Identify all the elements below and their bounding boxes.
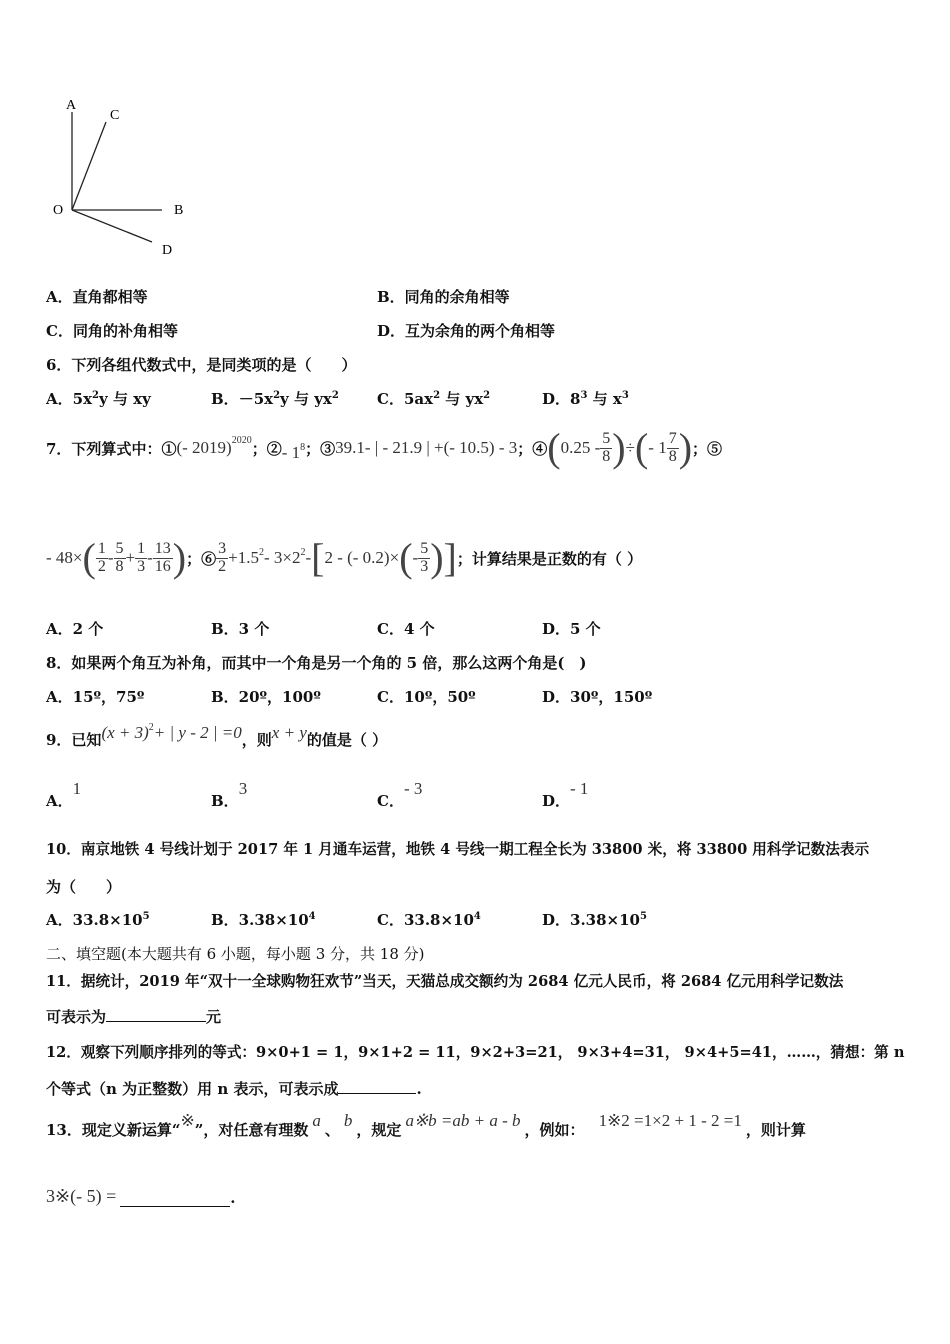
- denominator: 8: [602, 447, 611, 465]
- op: +: [125, 548, 136, 567]
- q6-stem: 6．下列各组代数式中，是同类项的是（ ）: [46, 356, 357, 374]
- q13-calc: [46, 1186, 235, 1207]
- q7-expr4b: - 1: [648, 438, 667, 457]
- fraction: [96, 541, 108, 576]
- q5-option-a[interactable]: A．直角都相等: [46, 288, 148, 306]
- exp: 2: [148, 721, 154, 733]
- q13-text: ，例如：: [524, 1120, 585, 1139]
- opt-label: D．: [542, 792, 571, 810]
- paren-icon: ): [172, 535, 187, 580]
- denominator: 2: [218, 557, 227, 575]
- label-o: O: [53, 203, 64, 218]
- exp: 2: [273, 390, 281, 401]
- q13-text: .: [230, 1189, 236, 1207]
- opt-label: B．: [211, 792, 239, 810]
- q7-expr5: - 48×: [46, 548, 83, 567]
- q7-option-a[interactable]: A．2 个: [46, 620, 104, 638]
- q5-option-b[interactable]: B．同角的余角相等: [377, 288, 510, 306]
- exp: 2: [258, 546, 264, 558]
- angle-figure: [40, 90, 210, 265]
- opt-label: D．: [542, 390, 571, 408]
- numerator: 5: [115, 539, 124, 557]
- term: 与 yx: [440, 390, 484, 408]
- term: －5x: [238, 390, 274, 408]
- paren-icon: ): [612, 425, 626, 470]
- q13-var: a: [312, 1111, 321, 1130]
- q12-text: .: [416, 1080, 422, 1098]
- opt-value: - 3: [403, 779, 423, 798]
- op: -: [147, 548, 153, 567]
- paren-icon: (: [82, 535, 96, 580]
- denominator: 2: [97, 557, 106, 575]
- label-b: B: [174, 203, 184, 218]
- opt-label: C．: [377, 390, 404, 408]
- opt-label: B．: [211, 390, 239, 408]
- exp: 3: [621, 390, 629, 401]
- q7-expr6: 2 - (- 0.2)×: [324, 548, 400, 567]
- q9-option-c[interactable]: [377, 778, 423, 810]
- q12-stem-line1: 12．观察下列顺序排列的等式：9×0+1 = 1，9×1+2 = 11，9×2+3=21， 9×3+4=31， 9×4+5=41，……，猜想：第 n: [46, 1044, 905, 1061]
- q7-expr1: (- 2019): [176, 438, 232, 457]
- fraction: [216, 541, 228, 576]
- q11-answer-blank[interactable]: [106, 1007, 206, 1022]
- op: -: [412, 548, 419, 567]
- q7-expr4: 0.25 -: [560, 438, 601, 457]
- denominator: 16: [154, 557, 171, 575]
- q11-text: 元: [206, 1008, 222, 1026]
- q9-option-b[interactable]: [211, 778, 248, 810]
- term: y 与 xy: [99, 390, 151, 408]
- numerator: 1: [137, 539, 146, 557]
- q7-expr2: - 1: [281, 443, 301, 462]
- q11-text: 可表示为: [46, 1008, 107, 1026]
- term: y 与 yx: [280, 390, 332, 408]
- q13-answer-blank[interactable]: [120, 1192, 230, 1207]
- q7-option-b[interactable]: B．3 个: [211, 620, 270, 638]
- q13-text: 、: [324, 1120, 340, 1139]
- bracket-icon: [: [311, 535, 325, 580]
- q8-option-d[interactable]: D．30º，150º: [542, 688, 653, 706]
- q9-stem: [46, 721, 388, 754]
- q6-option-d[interactable]: [542, 388, 629, 409]
- exp: 2: [92, 390, 99, 401]
- opt-label: A．: [46, 390, 73, 408]
- q9-option-d[interactable]: [542, 778, 589, 810]
- op: -: [107, 548, 114, 567]
- ray-oc: [72, 122, 106, 210]
- numerator: 13: [154, 539, 171, 557]
- q7-option-c[interactable]: C．4 个: [377, 620, 435, 638]
- opt-label: C．: [377, 792, 404, 810]
- opt-value: 3: [238, 779, 248, 798]
- numerator: 5: [420, 539, 429, 557]
- q9-expr: + | y - 2 | =0: [153, 723, 242, 742]
- numerator: 3: [218, 539, 227, 557]
- exp: 2: [331, 390, 339, 401]
- fraction: [667, 431, 679, 466]
- fraction: [135, 541, 147, 576]
- section-heading: 二、填空题(本大题共有 6 小题，每小题 3 分，共 18 分): [46, 945, 425, 963]
- q7-sep: ；⑤: [692, 439, 723, 458]
- opt-value: - 1: [570, 779, 589, 798]
- q13-var: b: [343, 1111, 353, 1130]
- q12-stem-line2: [46, 1078, 422, 1099]
- numerator: 7: [668, 429, 677, 447]
- q9-text: 的值是（ ）: [306, 730, 388, 749]
- q5-option-d[interactable]: D．互为余角的两个角相等: [377, 322, 556, 340]
- q6-option-c[interactable]: [377, 388, 490, 409]
- numerator: 1: [97, 539, 106, 557]
- label-a: A: [66, 98, 77, 113]
- label-c: C: [110, 108, 120, 123]
- q6-option-a[interactable]: [46, 388, 151, 409]
- paren-icon: ): [430, 535, 444, 580]
- q8-stem: 8．如果两个角互为补角，而其中一个角是另一个角的 5 倍，那么这两个角是( ): [46, 654, 587, 672]
- exp: 4: [308, 911, 316, 922]
- q12-answer-blank[interactable]: [338, 1079, 416, 1094]
- q7-expr2-exp: 8: [300, 441, 306, 453]
- q9-expr: x + y: [271, 723, 307, 742]
- q13-text: ，则计算: [745, 1120, 806, 1139]
- paren-icon: ): [678, 425, 693, 470]
- opt-text: A．33.8×10: [46, 911, 143, 929]
- q10-option-a[interactable]: [46, 909, 150, 930]
- q11-stem-line1: 11．据统计，2019 年“双十一全球购物狂欢节”当天，天猫总成交额约为 2684 亿元人民币，将 2684 亿元用科学记数法: [46, 973, 844, 990]
- q7-expr3: 39.1- | - 21.9 | +(- 10.5) - 3: [335, 438, 518, 457]
- exp: 3: [580, 390, 588, 401]
- q9-text: 9．已知: [46, 730, 102, 749]
- q7-line2: [46, 533, 642, 583]
- q10-option-c[interactable]: [377, 909, 481, 930]
- denominator: 8: [115, 557, 124, 575]
- q7-div: ÷: [625, 438, 635, 457]
- q7-line1: [46, 424, 722, 472]
- bracket-icon: ]: [443, 535, 457, 580]
- exp: 2: [433, 390, 441, 401]
- numerator: 5: [602, 429, 611, 447]
- q7-expr6: +1.5: [228, 548, 259, 567]
- ray-od: [72, 210, 152, 242]
- q7-option-d[interactable]: D．5 个: [542, 620, 601, 638]
- q10-stem-line1: 10．南京地铁 4 号线计划于 2017 年 1 月通车运营，地铁 4 号线一期工程全长为 33800 米，将 33800 用科学记数法表示: [46, 841, 870, 858]
- q8-option-c[interactable]: C．10º，50º: [377, 688, 476, 706]
- q10-option-b[interactable]: [211, 909, 316, 930]
- q7-tail: ；计算结果是正数的有（ ）: [456, 549, 643, 568]
- q7-sep: ；④: [517, 439, 548, 458]
- q8-option-b[interactable]: B．20º，100º: [211, 688, 321, 706]
- fraction: [600, 431, 612, 466]
- q9-text: ，则: [241, 730, 272, 749]
- term: 8: [570, 390, 581, 408]
- q10-option-d[interactable]: [542, 909, 647, 930]
- q13-text: ”，对任意有理数: [194, 1120, 309, 1139]
- q7-sep: ；⑥: [186, 549, 217, 568]
- fraction: [153, 541, 173, 576]
- exp: 2: [300, 546, 306, 558]
- q6-option-b[interactable]: [211, 388, 339, 409]
- exp: 5: [639, 911, 647, 922]
- q7-sep: ；②: [251, 439, 282, 458]
- q7-expr6: - 3×2: [263, 548, 301, 567]
- denominator: 3: [420, 557, 429, 575]
- q13-rule: a※b =ab + a - b: [405, 1111, 521, 1130]
- q13-calc-expr: 3※(- 5) =: [46, 1186, 117, 1206]
- q13-symbol: ※: [180, 1111, 195, 1130]
- q7-sep: ；③: [305, 439, 336, 458]
- opt-text: C．33.8×10: [377, 911, 474, 929]
- opt-text: D．3.38×10: [542, 911, 640, 929]
- denominator: 3: [137, 557, 146, 575]
- q13-text: 13．现定义新运算“: [46, 1120, 181, 1139]
- q13-stem: [46, 1112, 806, 1146]
- fraction: [418, 541, 430, 576]
- q7-expr6: -: [305, 548, 312, 567]
- fraction: [114, 541, 126, 576]
- opt-text: B．3.38×10: [211, 911, 309, 929]
- paren-icon: (: [547, 425, 561, 470]
- paren-icon: (: [399, 535, 413, 580]
- exp: 2: [483, 390, 491, 401]
- term: 与 x: [587, 390, 622, 408]
- q5-option-c[interactable]: C．同角的补角相等: [46, 322, 178, 340]
- term: 5ax: [403, 390, 434, 408]
- q12-text: 个等式（n 为正整数）用 n 表示，可表示成: [46, 1080, 339, 1098]
- q11-stem-line2: [46, 1006, 221, 1027]
- q9-option-a[interactable]: [46, 778, 82, 810]
- label-d: D: [162, 243, 173, 258]
- exp: 5: [142, 911, 150, 922]
- q10-stem-line2: 为（ ）: [46, 878, 122, 896]
- q8-option-a[interactable]: A．15º，75º: [46, 688, 145, 706]
- q13-example: 1※2 =1×2 + 1 - 2 =1: [598, 1111, 742, 1130]
- denominator: 8: [668, 447, 677, 465]
- paren-icon: (: [634, 425, 649, 470]
- q7-expr1-exp: 2020: [231, 434, 252, 446]
- exp: 4: [473, 911, 481, 922]
- opt-label: A．: [46, 792, 73, 810]
- q13-text: ，规定: [356, 1120, 402, 1139]
- opt-value: 1: [72, 779, 82, 798]
- q9-expr: (x + 3): [101, 723, 149, 742]
- q7-stem: 7．下列算式中：①: [46, 439, 177, 458]
- term: 5x: [72, 390, 93, 408]
